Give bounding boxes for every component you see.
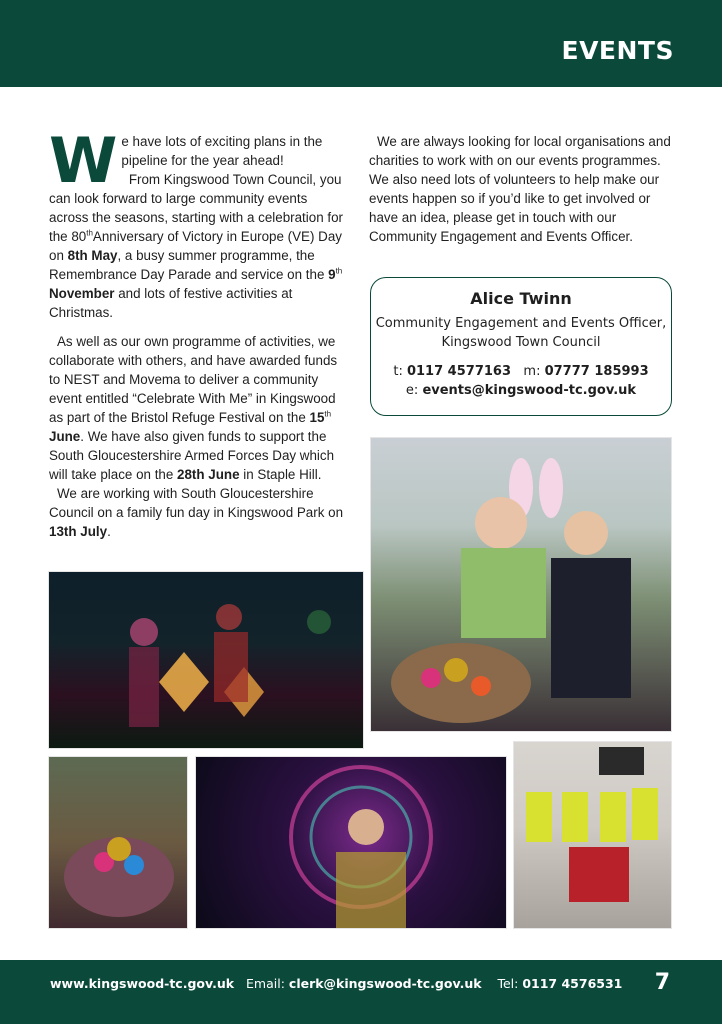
- footer-bar: [0, 960, 722, 1024]
- jacket-shape: [551, 558, 631, 698]
- tel-label: t:: [393, 364, 407, 379]
- easter-basket-illustration: [371, 438, 672, 732]
- lantern-shape: [159, 652, 209, 712]
- date-highlight: 13th July: [49, 524, 108, 539]
- contact-name: Alice Twinn: [470, 289, 572, 308]
- mobile-label: m:: [523, 364, 545, 379]
- bunny-ear-shape: [539, 458, 563, 518]
- light-show-illustration: [196, 757, 507, 929]
- volunteer-paragraph: We are always looking for local organisations and charities to work with on our events programmes. We also need lots of volunteers to help make our events happen so if you’d like to get involved or have an idea, please get in touch with our Community Engagement and Events Officer.: [369, 134, 671, 244]
- contact-phones: [371, 364, 671, 379]
- photo-basket-closeup: [48, 756, 188, 929]
- date-highlight: November: [49, 286, 115, 301]
- role-line: Kingswood Town Council: [441, 335, 601, 350]
- face-shape: [564, 511, 608, 555]
- footer-email-link[interactable]: clerk@kingswood-tc.gov.uk: [288, 976, 482, 991]
- text: .: [107, 524, 111, 539]
- vest-shape: [526, 792, 552, 842]
- jacket-shape: [336, 852, 406, 929]
- basket-shape: [391, 643, 531, 723]
- contact-mobile[interactable]: 07777 185993: [544, 364, 649, 379]
- screen-shape: [599, 747, 644, 775]
- shirt-shape: [461, 548, 546, 638]
- text: From Kingswood Town Council, you can look forward to large community events across the seasons, starting with a celebration for the 80: [49, 172, 343, 244]
- egg-shape: [124, 855, 144, 875]
- egg-shape: [444, 658, 468, 682]
- footer-email-label: Email:: [246, 976, 289, 991]
- photo-lantern-parade: [48, 571, 364, 749]
- photo-volunteers: [513, 741, 672, 929]
- date-highlight: 28th June: [177, 467, 240, 482]
- photo-light-show: [195, 756, 507, 929]
- fun-day-paragraph: [49, 484, 349, 541]
- date-highlight: 8th May: [67, 248, 118, 263]
- figure-shape: [129, 647, 159, 727]
- dropcap: W: [49, 124, 118, 197]
- superscript: th: [86, 228, 93, 238]
- right-column: [369, 132, 674, 246]
- page-number: 7: [654, 970, 670, 995]
- text: and lots of festive activities at Christmas.: [49, 286, 293, 320]
- text: Anniversary of Victory in Europe (VE) Day on: [49, 229, 342, 263]
- footer-tel[interactable]: 0117 4576531: [522, 976, 623, 991]
- basket-closeup-illustration: [49, 757, 188, 929]
- contact-email-line: [371, 383, 671, 398]
- section-title: EVENTS: [561, 36, 674, 65]
- email-label: e:: [405, 383, 423, 398]
- intro-paragraph: [49, 124, 349, 322]
- footer-tel-label: Tel:: [497, 976, 523, 991]
- lantern-parade-illustration: [49, 572, 364, 749]
- text: We are working with South Gloucestershire Council on a family fun day in Kingswood Park on: [49, 486, 344, 520]
- figure-shape: [130, 618, 158, 646]
- contact-role: [371, 314, 671, 352]
- vest-shape: [632, 788, 658, 840]
- contact-card: [370, 277, 672, 416]
- figure-shape: [307, 610, 331, 634]
- footer-website-link[interactable]: www.kingswood-tc.gov.uk: [50, 976, 235, 991]
- date-highlight: 9: [328, 267, 336, 282]
- face-shape: [348, 809, 384, 845]
- left-column: [49, 124, 349, 541]
- egg-shape: [107, 837, 131, 861]
- text: in Staple Hill.: [239, 467, 322, 482]
- contact-tel[interactable]: 0117 4577163: [406, 364, 511, 379]
- superscript: th: [335, 266, 343, 276]
- contact-email-link[interactable]: events@kingswood-tc.gov.uk: [422, 383, 637, 398]
- egg-shape: [471, 676, 491, 696]
- collaboration-paragraph: [49, 332, 349, 484]
- text: . We have also given funds to support the South Gloucestershire Armed Forces Day which will take place on the: [49, 429, 335, 482]
- footer-contact-line: [50, 976, 622, 991]
- egg-shape: [421, 668, 441, 688]
- text: , a busy summer programme, the Remembrance Day Parade and service on the: [49, 248, 329, 282]
- hamper-shape: [569, 847, 629, 902]
- superscript: th: [324, 409, 332, 419]
- photo-easter-basket: [370, 437, 672, 732]
- text: As well as our own programme of activities, we collaborate with others, and have awarded funds to NEST and Movema to deliver a community event entitled “Celebrate With Me” in Kingswood as part of the Bristol Refuge Festival on the: [49, 334, 338, 425]
- date-highlight: 15: [309, 410, 325, 425]
- volunteers-illustration: [514, 742, 672, 929]
- text: e have lots of exciting plans in the pipeline for the year ahead!: [121, 134, 323, 168]
- figure-shape: [214, 632, 248, 702]
- role-line: Community Engagement and Events Officer,: [375, 316, 667, 331]
- figure-shape: [216, 604, 242, 630]
- vest-shape: [562, 792, 588, 842]
- vest-shape: [600, 792, 626, 842]
- face-shape: [475, 497, 527, 549]
- date-highlight: June: [49, 429, 81, 444]
